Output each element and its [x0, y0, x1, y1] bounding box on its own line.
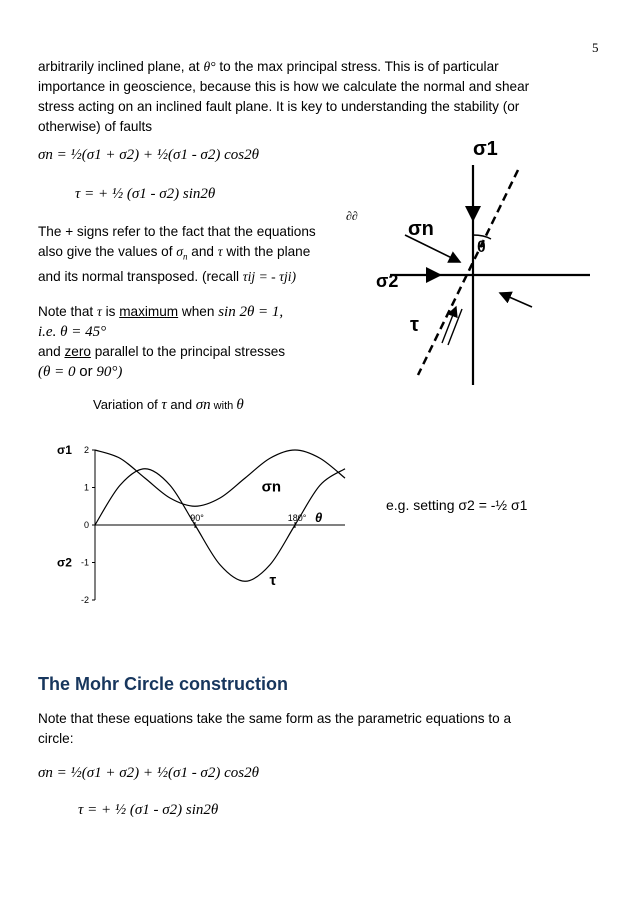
- diagram-label-sigma2: σ2: [376, 271, 399, 291]
- sign-note: [38, 222, 368, 287]
- sign-note-line-1: The + signs refer to the fact that the equations: [38, 224, 316, 239]
- chart-x-tick-label: 180°: [287, 513, 307, 523]
- sigma-n-arrow-right: [500, 293, 532, 307]
- max-note-line-2: i.e. θ = 45°: [38, 324, 107, 340]
- chart-y-tick-label: 1: [83, 482, 89, 493]
- max-note-line-4: (θ = 0 or 90°): [38, 363, 123, 380]
- diagram-label-tau: τ: [410, 314, 419, 336]
- normal-stress-equation-2: σn = ½(σ1 + σ2) + ½(σ1 - σ2) cos2θ: [38, 765, 259, 781]
- fault-plane-dashed: [418, 170, 518, 375]
- chart-series-label-tau: τ: [269, 572, 277, 589]
- mohr-paragraph: [38, 709, 608, 749]
- chart-y-tick-label: -2: [80, 595, 89, 605]
- section-heading: The Mohr Circle construction: [38, 674, 289, 694]
- chart-x-tick-label: 90°: [190, 513, 204, 523]
- shear-stress-equation: τ = + ½ (σ1 - σ2) sin2θ: [75, 186, 216, 202]
- intro-paragraph: [38, 57, 608, 137]
- intro-line-3: stress acting on an inclined fault plane. It is key to understanding the stability (or: [38, 99, 520, 114]
- variation-caption: Variation of τ and σn with θ: [93, 397, 244, 413]
- variation-chart: [55, 435, 355, 620]
- max-note-line-1: Note that τ is maximum when sin 2θ = 1,: [38, 304, 284, 320]
- normal-stress-equation: σn = ½(σ1 + σ2) + ½(σ1 - σ2) cos2θ: [38, 147, 259, 163]
- mohr-line-2: circle:: [38, 731, 74, 746]
- diagram-label-theta: θ: [477, 239, 486, 256]
- stray-symbol: ∂∂: [346, 209, 358, 223]
- chart-y-tick-label: 2: [83, 445, 89, 455]
- chart-y-tick-label: -1: [80, 557, 89, 568]
- intro-line-4: otherwise) of faults: [38, 119, 153, 134]
- diagram-label-sigma1: σ1: [473, 138, 498, 160]
- chart-series-label-sigma-n: σn: [261, 478, 282, 496]
- stress-diagram: [360, 135, 600, 390]
- tau-arrow-2: [448, 309, 462, 345]
- example-note: e.g. setting σ2 = -½ σ1: [386, 497, 528, 513]
- sign-note-line-3: and its normal transposed. (recall τij = - τji): [38, 268, 297, 284]
- mohr-line-1: Note that these equations take the same form as the parametric equations to a: [38, 711, 512, 726]
- chart-series-sigma-n: [95, 450, 345, 506]
- sign-note-line-2: also give the values of $\sigma_n$ and τ with the plane: [38, 244, 311, 262]
- chart-x-axis-label: θ: [315, 510, 323, 525]
- chart-y-tick-label: 0: [83, 520, 89, 530]
- page-number: 5: [592, 40, 599, 55]
- chart-y-top-label: σ1: [57, 443, 72, 457]
- intro-line-1: arbitrarily inclined plane, at θ° to the max principal stress. This is of particular: [38, 59, 499, 74]
- max-note-line-3: and zero parallel to the principal stresses: [38, 344, 286, 359]
- shear-stress-equation-2: τ = + ½ (σ1 - σ2) sin2θ: [78, 802, 219, 818]
- intro-line-2: importance in geoscience, because this is how we calculate the normal and shear: [38, 79, 530, 94]
- diagram-label-sigma-n: σn: [408, 218, 434, 240]
- max-note: [38, 302, 368, 382]
- chart-y-neg-label: σ2: [57, 555, 72, 570]
